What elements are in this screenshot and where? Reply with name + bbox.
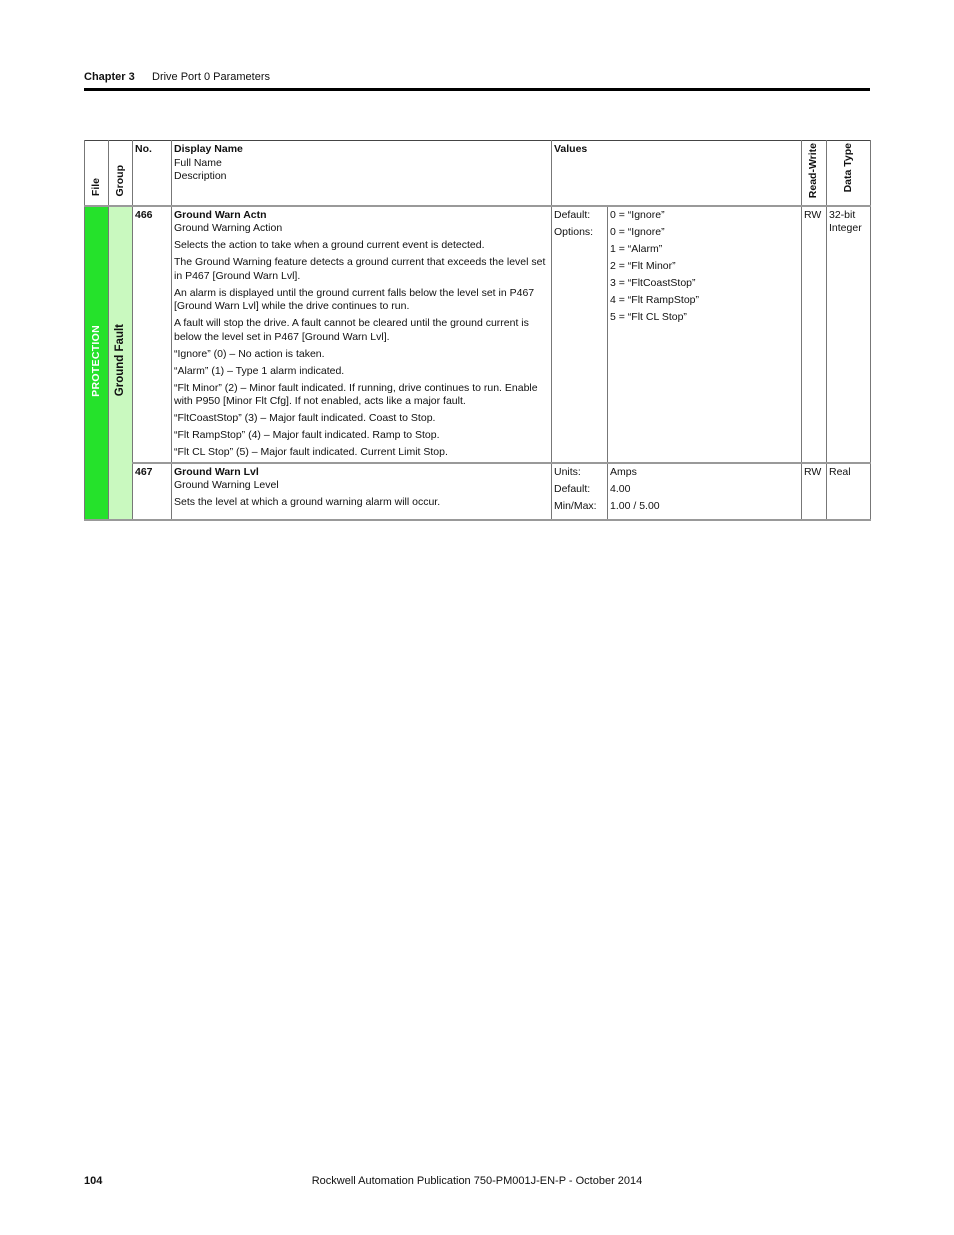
table-row: [85, 463, 871, 520]
desc-line: “Flt RampStop” (4) – Major fault indicated. Ramp to Stop.: [174, 429, 440, 442]
param-data-type: 32-bit Integer: [827, 206, 871, 463]
param-description: [174, 239, 549, 460]
value-item: 0 = “Ignore”: [610, 208, 665, 221]
value-items: [608, 463, 802, 520]
value-item: 5 = “Flt CL Stop”: [610, 310, 687, 323]
chapter-title: Drive Port 0 Parameters: [152, 71, 270, 83]
param-rw: RW: [802, 463, 827, 520]
group-cell: [109, 206, 133, 520]
col-no: No.: [133, 141, 172, 206]
param-display-name: Ground Warn Actn: [174, 208, 267, 221]
desc-line: An alarm is displayed until the ground current falls below the level set in P467 [Ground Warn Lvl] while the drive continues to run.: [174, 286, 535, 313]
desc-line: “Flt CL Stop” (5) – Major fault indicated. Current Limit Stop.: [174, 446, 448, 459]
desc-line: Sets the level at which a ground warning alarm will occur.: [174, 496, 441, 509]
param-info: [172, 463, 552, 520]
chapter-label: Chapter 3: [84, 71, 135, 83]
value-label: Default:: [554, 482, 591, 495]
param-full-name: Ground Warning Level: [174, 479, 279, 492]
value-item: Amps: [610, 465, 637, 478]
param-display-name: Ground Warn Lvl: [174, 465, 259, 478]
desc-line: A fault will stop the drive. A fault cannot be cleared until the ground current is below the level set in P467 [Ground Warn Lvl].: [174, 317, 529, 343]
value-labels: [552, 463, 608, 520]
param-info: [172, 206, 552, 463]
value-item: 4.00: [610, 482, 631, 495]
col-read-write: Read-Write: [802, 141, 827, 206]
desc-line: “FltCoastStop” (3) – Major fault indicated. Coast to Stop.: [174, 412, 436, 425]
parameter-table: [84, 140, 871, 521]
value-items: [608, 206, 802, 463]
col-data-type: Data Type: [827, 141, 871, 206]
col-display-name-label: Display Name: [174, 143, 243, 155]
col-description-label: Description: [174, 170, 227, 182]
value-item: 1 = “Alarm”: [610, 242, 663, 255]
publication-info: Rockwell Automation Publication 750-PM001J-EN-P - October 2014: [311, 1175, 643, 1187]
header-rule: [84, 88, 870, 91]
value-item: 4 = “Flt RampStop”: [610, 293, 699, 306]
col-file: File: [85, 141, 109, 206]
value-item: 2 = “Flt Minor”: [610, 259, 676, 272]
col-values: Values: [552, 141, 802, 206]
group-label: Ground Fault: [113, 324, 126, 397]
param-number: 467: [133, 463, 172, 520]
table-header-row: [85, 141, 871, 206]
desc-line: “Alarm” (1) – Type 1 alarm indicated.: [174, 364, 345, 377]
page-header: [84, 66, 870, 88]
value-labels: [552, 206, 608, 463]
value-label: Units:: [554, 465, 581, 478]
value-label: Options:: [554, 225, 594, 238]
param-rw: RW: [802, 206, 827, 463]
value-item: 0 = “Ignore”: [610, 225, 665, 238]
value-label: Min/Max:: [554, 499, 597, 512]
table-row: [85, 206, 871, 463]
desc-line: The Ground Warning feature detects a ground current that exceeds the level set in P467 [Ground Warn Lvl].: [174, 256, 546, 282]
param-full-name: Ground Warning Action: [174, 222, 283, 235]
col-display-name: [172, 141, 552, 206]
col-group: Group: [109, 141, 133, 206]
page-footer: [84, 1175, 870, 1191]
value-item: 1.00 / 5.00: [610, 499, 660, 512]
param-data-type: Real: [827, 463, 871, 520]
file-cell: [85, 206, 109, 520]
param-description: [174, 496, 549, 510]
col-full-name-label: Full Name: [174, 156, 222, 169]
value-label: Default:: [554, 208, 591, 221]
file-label: PROTECTION: [89, 324, 102, 397]
desc-line: “Ignore” (0) – No action is taken.: [174, 347, 325, 360]
value-item: 3 = “FltCoastStop”: [610, 276, 696, 289]
desc-line: Selects the action to take when a ground current event is detected.: [174, 239, 485, 252]
desc-line: “Flt Minor” (2) – Minor fault indicated. If running, drive continues to run. Enable with P950 [Minor Flt Cfg]. If not enabled, acts like a major fault.: [174, 381, 538, 408]
page-number: 104: [84, 1175, 103, 1187]
param-number: 466: [133, 206, 172, 463]
